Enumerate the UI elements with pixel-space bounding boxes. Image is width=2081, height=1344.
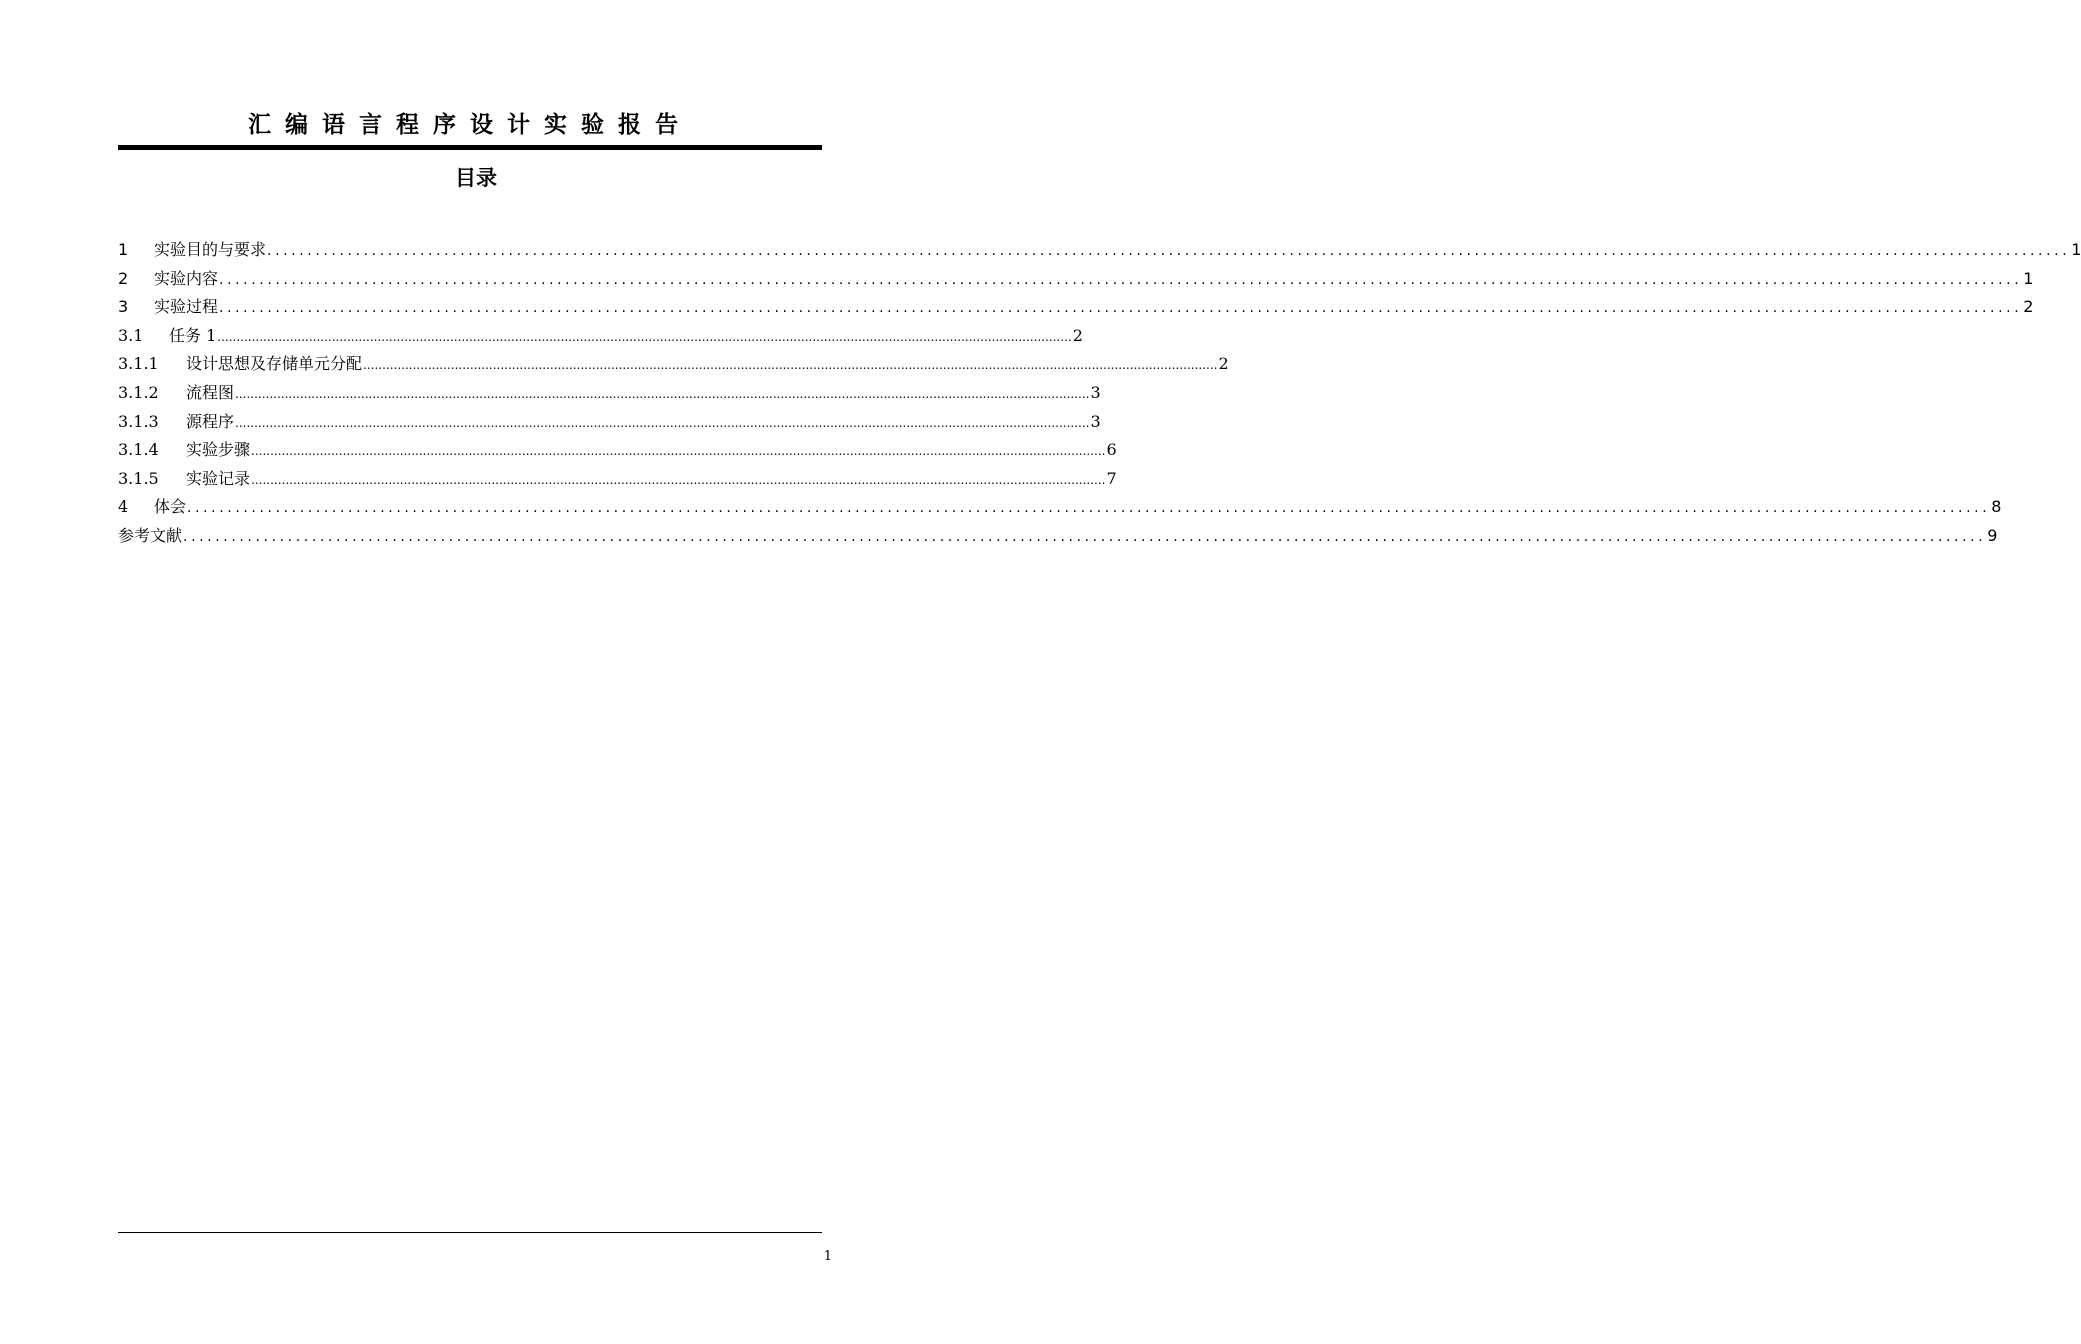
toc-dot-leader: ................................................................................................................................................................................................................................ [251,444,1106,459]
page-header-title: 汇编语言程序设计实验报告 [248,112,692,138]
toc-entry[interactable] [118,380,1101,409]
toc-entry-title: 流程图 [186,382,235,402]
toc-entry-number: 3.1.5 [118,468,159,488]
toc-dot-leader: ................................................................................................................................................................................................................................ [235,415,1090,430]
toc-entry-title: 实验步骤 [186,440,251,460]
toc-dot-leader: ................................................................................................................................................................................................................................ [235,386,1090,401]
toc-dot-leader: ................................................................................................................................................................................................................................ [217,329,1072,344]
toc-entry-number: 3 [118,297,129,317]
toc-entry-title: 实验过程 [154,297,219,317]
toc-entry-title: 实验目的与要求 [154,240,267,259]
toc-entry[interactable] [118,351,1229,380]
toc-entry-page: 2 [1218,354,1229,374]
toc-entry-page: 3 [1090,411,1101,431]
toc-entry[interactable] [118,409,1101,438]
toc-entry-page: 6 [1106,440,1117,460]
toc-entry[interactable] [118,266,2034,295]
toc-entry-page: 9 [1987,525,1998,545]
toc-entry-number: 3.1.2 [118,382,159,402]
toc-entry-title: 设计思想及存储单元分配 [186,354,363,374]
toc-entry-title: 体会 [154,497,187,517]
toc-entry-title: 参考文献 [118,525,183,545]
toc-entry[interactable] [118,523,1998,552]
toc-entry[interactable] [118,437,1117,466]
toc-entry-title: 源程序 [186,411,235,431]
page-number: 1 [823,1249,832,1264]
toc-entry-number: 3.1.4 [118,440,159,460]
footer-rule [118,1232,822,1233]
toc-dot-leader: ................................................................................................................................................................................................................................ [187,500,1991,517]
toc-entry-title: 任务 1 [169,325,217,345]
toc-entry[interactable] [118,323,1083,352]
toc-entry-number: 1 [118,240,129,259]
toc-dot-leader: ................................................................................................................................................................................................................................ [219,271,2023,288]
toc-entry-number: 4 [118,497,129,517]
toc-dot-leader: ................................................................................................................................................................................................................................ [363,358,1218,373]
toc-entry-number: 3.1.1 [118,354,159,374]
toc-entry[interactable] [118,294,2034,323]
header-rule [118,145,822,150]
toc-entry[interactable] [118,466,1117,495]
toc-entry[interactable] [118,237,2081,266]
toc-heading: 目录 [455,166,497,190]
toc-dot-leader: ................................................................................................................................................................................................................................ [183,528,1987,545]
toc-dot-leader: ................................................................................................................................................................................................................................ [251,472,1106,487]
toc-entry[interactable] [118,494,2002,523]
toc-entry-number: 3.1.3 [118,411,159,431]
toc-entry-title: 实验记录 [186,468,251,488]
toc-dot-leader: ................................................................................................................................................................................................................................ [219,300,2023,317]
toc-entry-number: 3.1 [118,325,144,345]
toc-entry-page: 2 [2023,297,2034,317]
toc-entry-title: 实验内容 [154,268,219,288]
toc-entry-page: 3 [1090,382,1101,402]
toc-dot-leader: ................................................................................................................................................................................................................................ [267,243,2071,259]
toc-entry-page: 1 [2023,268,2034,288]
toc-entry-number: 2 [118,268,129,288]
toc-entry-page: 2 [1072,325,1083,345]
table-of-contents [118,237,2081,552]
toc-entry-page: 1 [2071,240,2081,259]
toc-entry-page: 8 [1991,497,2002,517]
toc-entry-page: 7 [1106,468,1117,488]
